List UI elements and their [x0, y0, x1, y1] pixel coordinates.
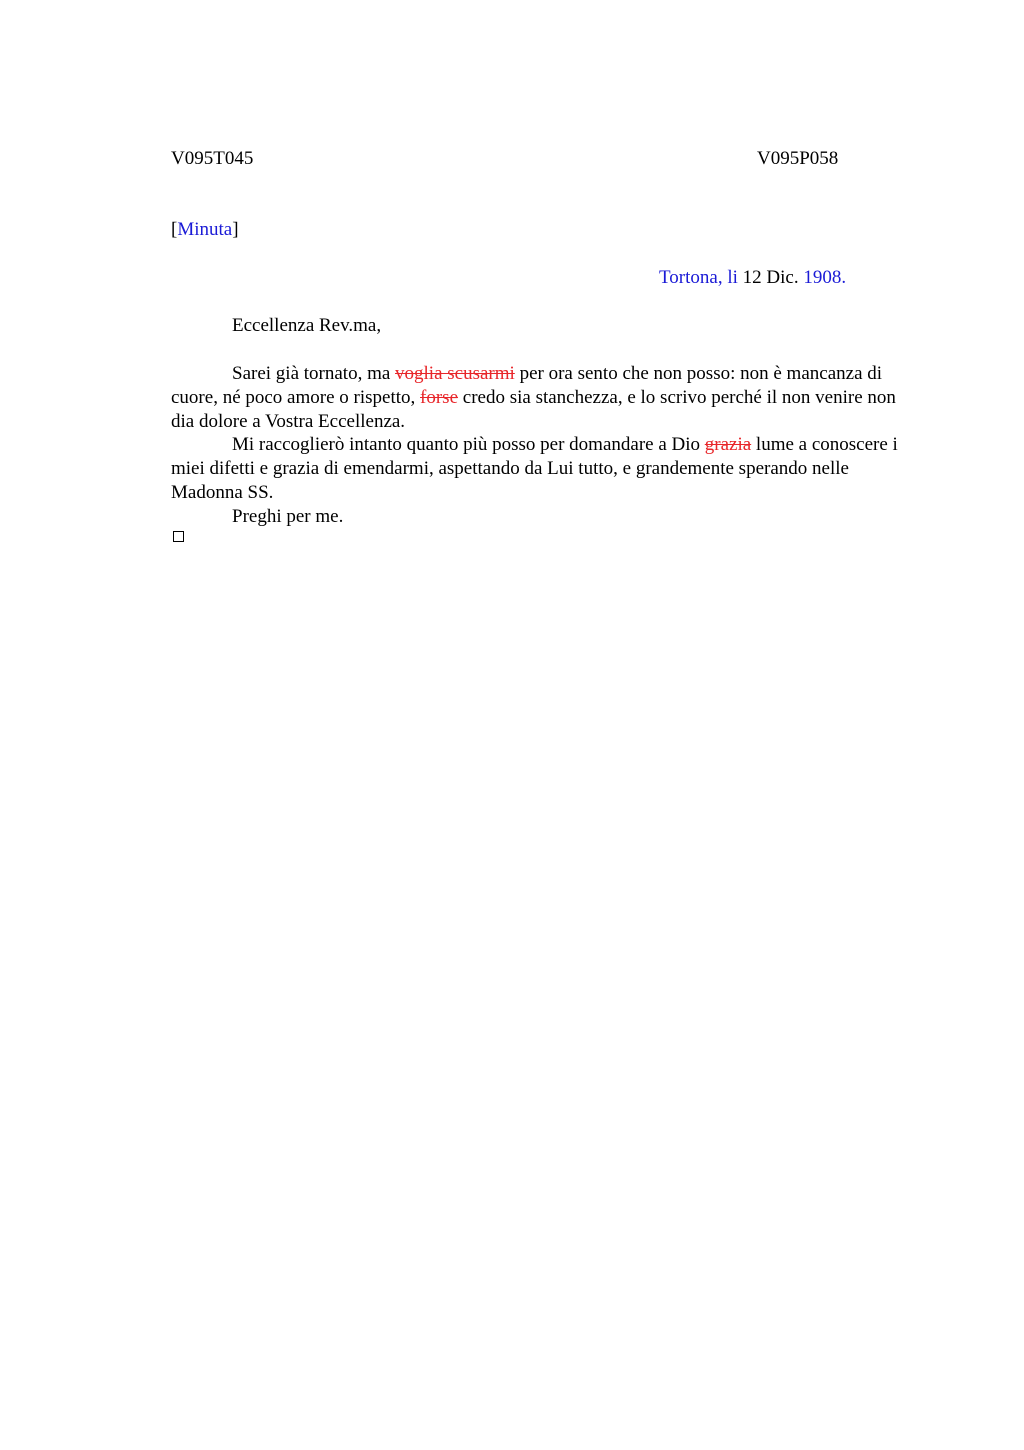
- date-place: Tortona, li: [659, 267, 738, 288]
- bracket-open: [: [171, 219, 178, 240]
- paragraph-2: [171, 433, 921, 505]
- paragraph-2-text-a: Mi raccoglierò intanto quanto più posso per domandare a Dio: [232, 434, 701, 455]
- document-code-right: V095P058: [757, 148, 839, 169]
- draft-label: [171, 219, 239, 241]
- bracket-close: ]: [232, 219, 239, 240]
- draft-label-text: Minuta: [177, 219, 233, 240]
- date-line: [659, 267, 846, 289]
- paragraph-1-text-a: Sarei già tornato, ma: [232, 363, 391, 384]
- paragraph-1: [171, 362, 921, 434]
- paragraph-3-text: Preghi per me.: [232, 506, 344, 527]
- paragraph-1-text-b: per ora sento che non posso: non è mancanza di cuore, né poco amore o rispetto,: [171, 363, 883, 408]
- paragraph-2-text-b: lume a conoscere i miei difetti e grazia di emendarmi, aspettando da Lui tutto, e grandemente sperando nelle Madonna SS.: [171, 434, 898, 503]
- deleted-text: grazia: [704, 434, 752, 455]
- square-outline-icon: [173, 531, 184, 542]
- date-day-month: 12 Dic.: [742, 267, 799, 288]
- paragraph-3: [171, 505, 921, 529]
- deleted-text: voglia scusarmi: [395, 363, 515, 384]
- date-year: 1908.: [803, 267, 847, 288]
- paragraph-1-text-c: credo sia stanchezza, e lo scrivo perché il non venire non dia dolore a Vostra Eccellenza.: [171, 387, 896, 432]
- document-code-left: V095T045: [171, 148, 254, 169]
- salutation: Eccellenza Rev.ma,: [232, 315, 382, 336]
- deleted-text: forse: [420, 387, 459, 408]
